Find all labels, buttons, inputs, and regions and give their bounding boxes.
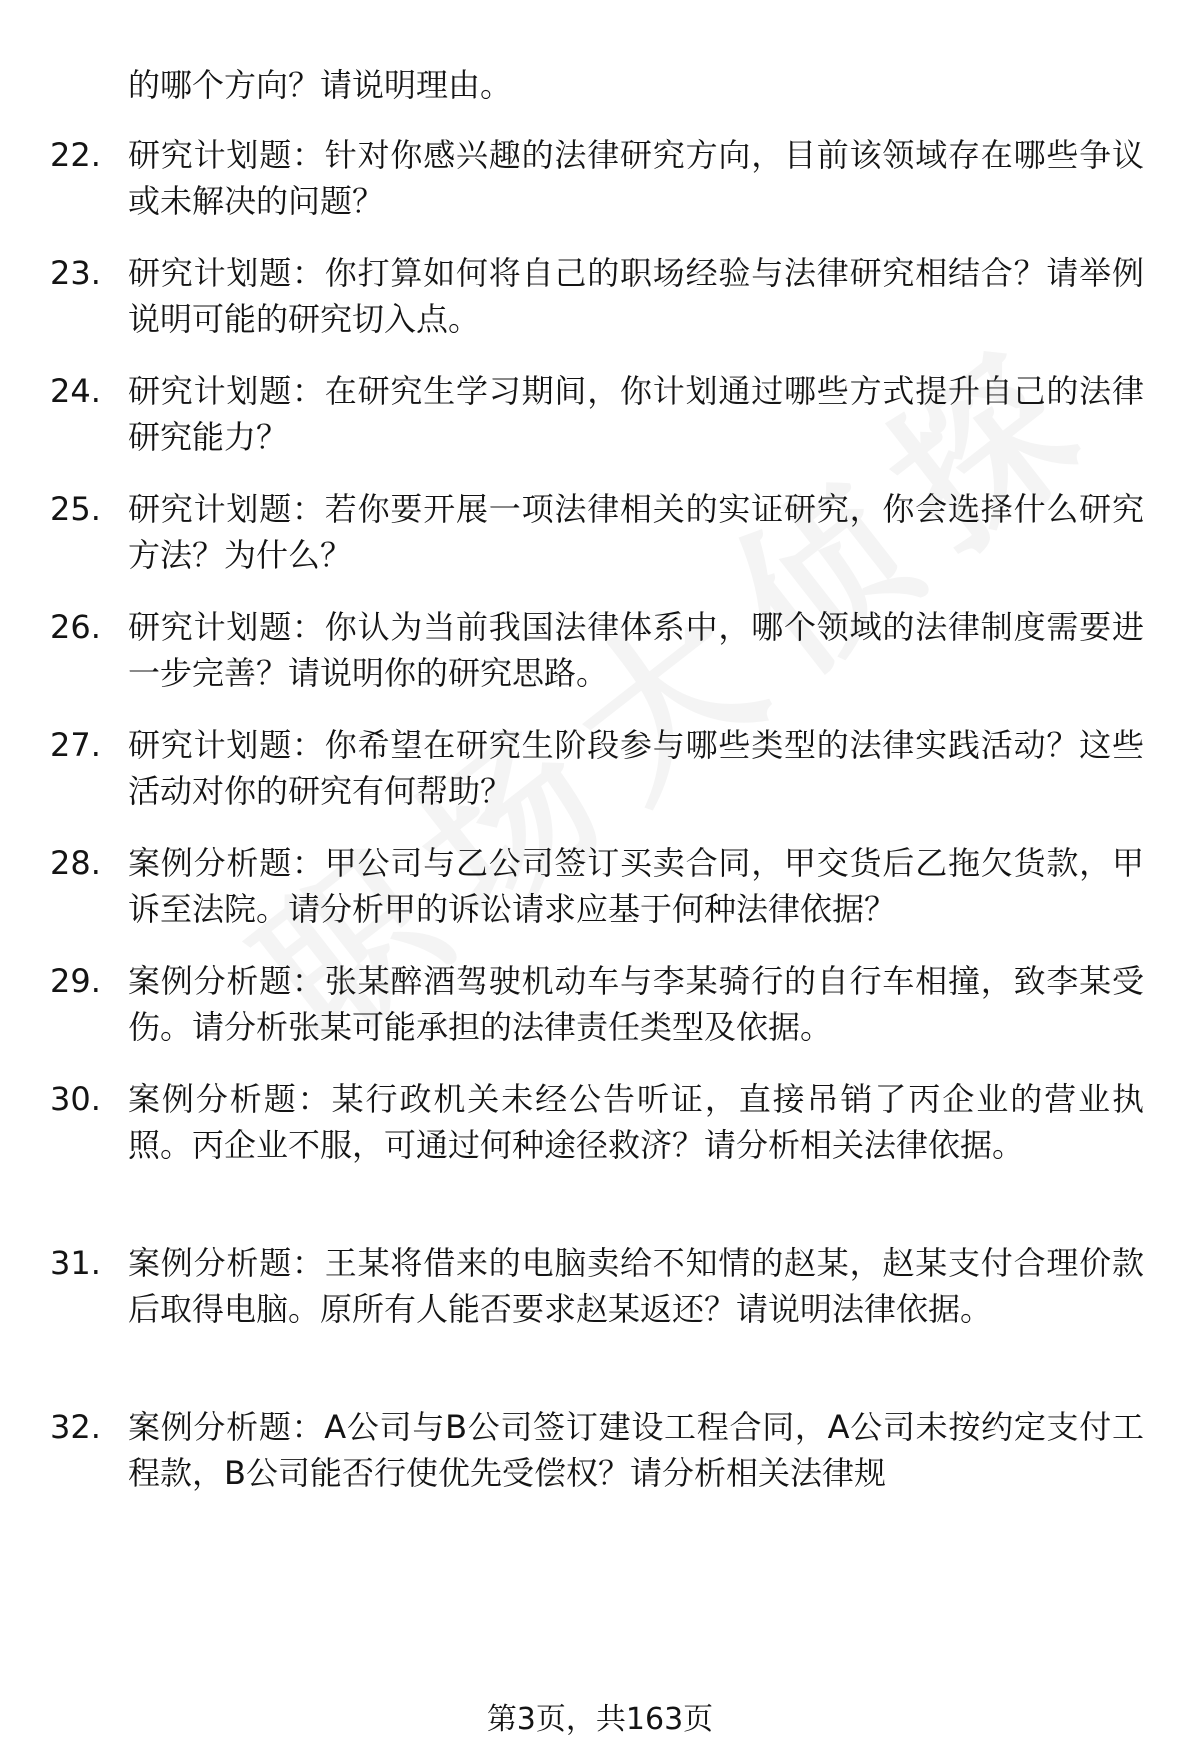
question-number: 27. — [50, 726, 101, 764]
question-number: 24. — [50, 372, 101, 410]
question-text: 研究计划题：你认为当前我国法律体系中，哪个领域的法律制度需要进一步完善？请说明你的研究思路。 — [128, 608, 1144, 692]
question-text: 案例分析题：甲公司与乙公司签订买卖合同，甲交货后乙拖欠货款，甲诉至法院。请分析甲的诉讼请求应基于何种法律依据？ — [128, 844, 1144, 928]
question-text: 研究计划题：你希望在研究生阶段参与哪些类型的法律实践活动？这些活动对你的研究有何帮助？ — [128, 726, 1144, 810]
question-number: 32. — [50, 1408, 101, 1446]
question-number: 25. — [50, 490, 101, 528]
question-text: 案例分析题：张某醉酒驾驶机动车与李某骑行的自行车相撞，致李某受伤。请分析张某可能承担的法律责任类型及依据。 — [128, 962, 1144, 1046]
question-number: 22. — [50, 136, 101, 174]
question-text: 研究计划题：针对你感兴趣的法律研究方向，目前该领域存在哪些争议或未解决的问题？ — [128, 136, 1144, 220]
question-number: 26. — [50, 608, 101, 646]
question-number: 29. — [50, 962, 101, 1000]
question-number: 30. — [50, 1080, 101, 1118]
question-text: 案例分析题：王某将借来的电脑卖给不知情的赵某，赵某支付合理价款后取得电脑。原所有人能否要求赵某返还？请说明法律依据。 — [128, 1244, 1144, 1328]
question-text: 案例分析题：某行政机关未经公告听证，直接吊销了丙企业的营业执照。丙企业不服，可通过何种途径救济？请分析相关法律依据。 — [128, 1080, 1144, 1164]
page-footer: 第3页，共163页 — [486, 1702, 714, 1737]
question-text: 研究计划题：在研究生学习期间，你计划通过哪些方式提升自己的法律研究能力？ — [128, 372, 1144, 456]
question-text: 研究计划题：若你要开展一项法律相关的实证研究，你会选择什么研究方法？为什么？ — [128, 490, 1144, 574]
continuation-text: 的哪个方向？请说明理由。 — [128, 66, 513, 104]
question-text: 研究计划题：你打算如何将自己的职场经验与法律研究相结合？请举例说明可能的研究切入点。 — [128, 254, 1144, 338]
question-number: 31. — [50, 1244, 101, 1282]
question-text: 案例分析题：A公司与B公司签订建设工程合同，A公司未按约定支付工程款，B公司能否行使优先受偿权？请分析相关法律规 — [128, 1408, 1144, 1492]
question-number: 23. — [50, 254, 101, 292]
question-number: 28. — [50, 844, 101, 882]
